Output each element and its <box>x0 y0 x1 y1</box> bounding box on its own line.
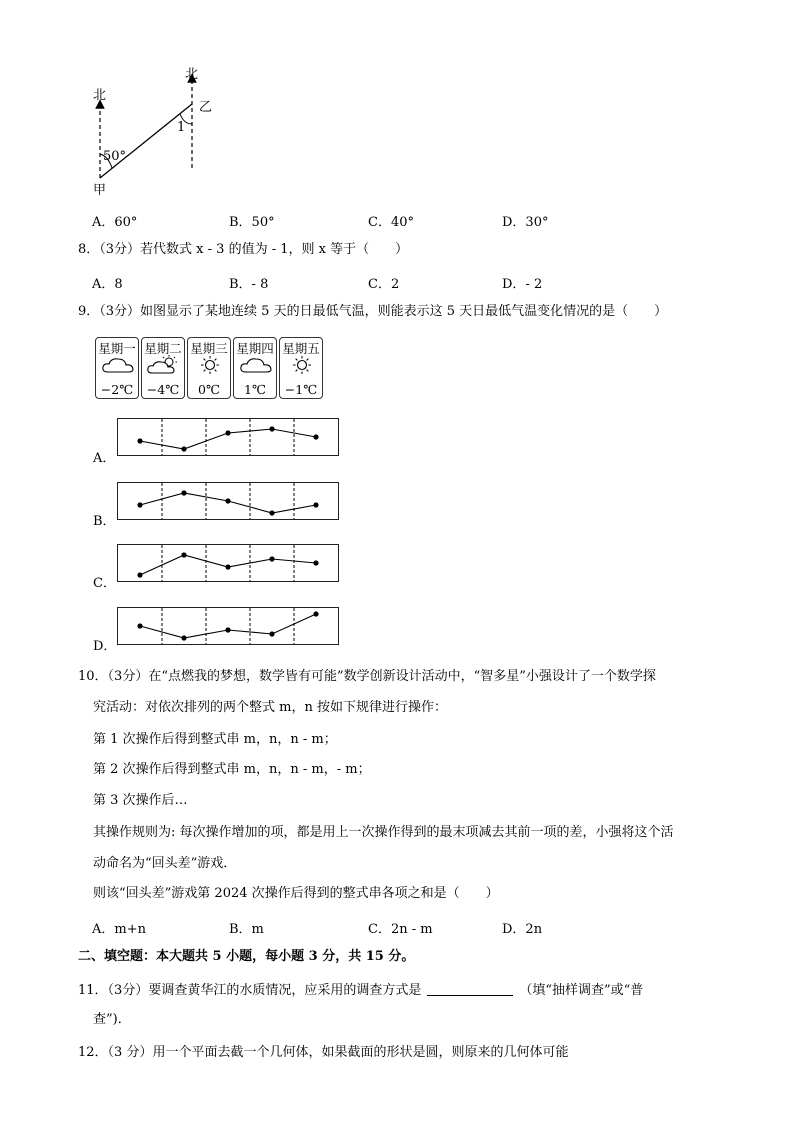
line-chart <box>118 419 338 455</box>
weather-temp: −1℃ <box>284 382 318 397</box>
q10-line-6: 其操作规则为: 每次操作增加的项，都是用上一次操作得到的最末项减去其前一项的差，小强将这个活 <box>93 825 674 840</box>
q10-line-8: 则该“回头差”游戏第 2024 次操作后得到的整式串各项之和是（ ） <box>93 886 499 901</box>
data-point <box>269 631 274 636</box>
data-point <box>181 446 186 451</box>
weather-card-tue <box>141 337 185 399</box>
weather-day: 星期二 <box>144 341 182 356</box>
q10-option-c[interactable]: C．2n - m <box>368 922 433 937</box>
data-point <box>137 502 142 507</box>
q9-option-a-chart[interactable] <box>117 418 339 456</box>
q10-line-1: 10．（3分）在“点燃我的梦想，数学皆有可能”数学创新设计活动中，“智多星”小强设计了一个数学探 <box>78 669 656 684</box>
q10-line-3: 第 1 次操作后得到整式串 m，n，n - m； <box>93 732 337 747</box>
data-point <box>181 635 186 640</box>
weather-card-mon <box>95 337 139 399</box>
weather-temp: 1℃ <box>244 382 266 397</box>
cloud-icon <box>234 354 276 376</box>
weather-day: 星期三 <box>190 341 228 356</box>
q8-stem: 8．（3分）若代数式 x - 3 的值为 - 1，则 x 等于（ ） <box>78 242 409 257</box>
data-point <box>225 627 230 632</box>
data-point <box>313 434 318 439</box>
q7-option-c[interactable]: C．40° <box>368 215 414 230</box>
weather-temp: 0℃ <box>198 382 220 397</box>
data-point <box>137 438 142 443</box>
line-chart <box>118 608 338 644</box>
q11-text-before: 11．（3分）要调查黄华江的水质情况，应采用的调查方式是 <box>78 983 422 998</box>
data-point <box>225 430 230 435</box>
line-chart <box>118 545 338 581</box>
q10-line-7: 动命名为“回头差”游戏． <box>93 856 237 871</box>
q10-option-b[interactable]: B．m <box>229 922 264 937</box>
weather-day: 星期一 <box>98 341 136 356</box>
q12-stem: 12．（3 分）用一个平面去截一个几何体，如果截面的形状是圆，则原来的几何体可能 <box>78 1045 569 1060</box>
weather-card-thu <box>233 337 277 399</box>
data-point <box>225 498 230 503</box>
q10-line-4: 第 2 次操作后得到整式串 m，n，n - m，- m； <box>93 762 371 777</box>
angle-1-label: 1 <box>177 120 186 135</box>
q9-option-b-chart[interactable] <box>117 482 339 520</box>
data-point <box>137 623 142 628</box>
line-chart <box>118 483 338 519</box>
data-point <box>269 426 274 431</box>
q10-line-5: 第 3 次操作后… <box>93 793 188 808</box>
q7-option-d[interactable]: D．30° <box>502 215 549 230</box>
point-yi-label: 乙 <box>199 100 213 115</box>
data-point <box>181 490 186 495</box>
q11-text-after: （填“抽样调查”或“普 <box>519 983 644 998</box>
weather-day: 星期四 <box>236 341 274 356</box>
q7-diagram <box>88 58 228 198</box>
q7-option-b[interactable]: B．50° <box>229 215 275 230</box>
weather-card-wed <box>187 337 231 399</box>
q10-option-d[interactable]: D．2n <box>502 922 543 937</box>
q10-line-2: 究活动：对依次排列的两个整式 m，n 按如下规律进行操作： <box>93 700 447 715</box>
data-point <box>181 552 186 557</box>
q8-option-c[interactable]: C．2 <box>368 277 400 292</box>
weather-temp: −2℃ <box>100 382 134 397</box>
section-2-title: 二、填空题：本大题共 5 小题，每小题 3 分，共 15 分。 <box>78 949 415 964</box>
data-point <box>313 611 318 616</box>
q8-option-b[interactable]: B．- 8 <box>229 277 269 292</box>
q8-option-a[interactable]: A．8 <box>92 277 123 292</box>
q7-option-a[interactable]: A．60° <box>92 215 138 230</box>
data-point <box>313 560 318 565</box>
data-point <box>225 564 230 569</box>
q9-option-b-label[interactable]: B． <box>93 514 116 529</box>
series-line <box>140 614 316 638</box>
data-point <box>313 502 318 507</box>
q11-answer-blank[interactable] <box>427 983 513 996</box>
q9-stem: 9．（3分）如图显示了某地连续 5 天的日最低气温，则能表示这 5 天日最低气温变化情况的是（ ） <box>78 304 668 319</box>
data-point <box>137 572 142 577</box>
q9-option-d-label[interactable]: D． <box>93 639 117 654</box>
data-point <box>269 556 274 561</box>
weather-card-fri <box>279 337 323 399</box>
north-label-left: 北 <box>93 88 107 103</box>
q9-option-c-label[interactable]: C． <box>93 576 116 591</box>
line-jia-yi <box>100 104 192 178</box>
q9-option-a-label[interactable]: A． <box>93 451 116 466</box>
q8-option-d[interactable]: D．- 2 <box>502 277 543 292</box>
point-jia-label: 甲 <box>93 183 107 198</box>
q11-line-2: 查”)． <box>93 1012 131 1027</box>
data-point <box>269 510 274 515</box>
partly-cloudy-icon <box>142 354 184 376</box>
weather-temp: −4℃ <box>146 382 180 397</box>
angle-50-label: 50° <box>103 149 127 164</box>
q9-option-d-chart[interactable] <box>117 607 339 645</box>
north-label-right: 北 <box>185 67 199 82</box>
q9-option-c-chart[interactable] <box>117 544 339 582</box>
weather-day: 星期五 <box>282 341 320 356</box>
q11-line-1 <box>78 983 643 997</box>
cloud-icon <box>96 354 138 376</box>
sun-icon <box>280 354 322 376</box>
q10-option-a[interactable]: A．m+n <box>92 922 146 937</box>
sun-icon <box>188 354 230 376</box>
